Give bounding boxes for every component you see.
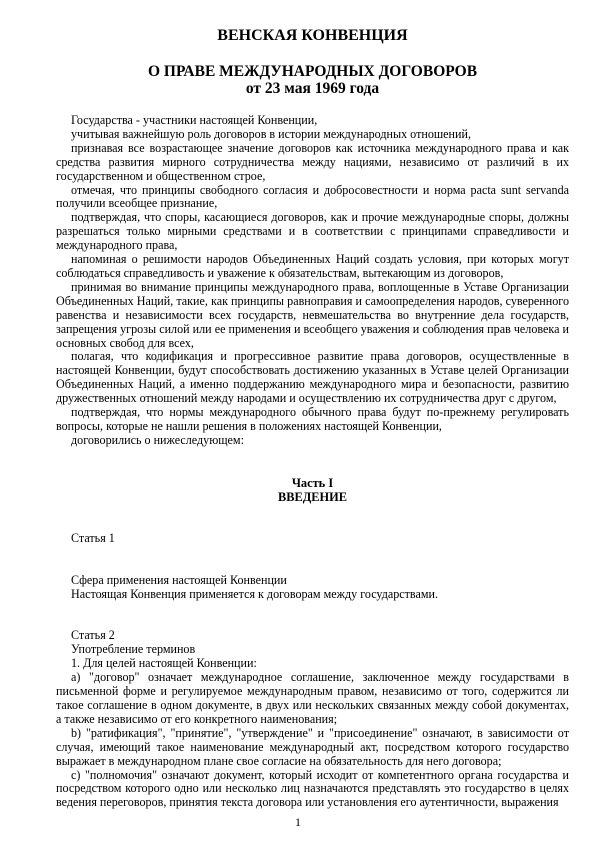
article-item: c) "полномочия" означают документ, который исходит от компетентного органа государства и посредством которого одно или несколько лиц назначаются представлять это государство в целях ведения переговоров, принятия текста договора или установления его аутентичности, выражения: [56, 767, 569, 810]
document-subtitle: О ПРАВЕ МЕЖДУНАРОДНЫХ ДОГОВОРОВ: [147, 63, 478, 80]
preamble-paragraph: принимая во внимание принципы международного права, воплощенные в Уставе Организации Объединенных Наций, такие, как принципы равноправия и самоопределения народов, суверенного равенства и независимости всех государств, невмешательства во внутренние дела государств, запрещения угрозы силой или ее применения и всеобщего уважения и соблюдения прав человека и основных свобод для всех,: [56, 279, 569, 350]
article-title: Употребление терминов: [71, 642, 196, 657]
article-item: b) "ратификация", "принятие", "утверждение" и "присоединение" означают, в зависимости от случая, имеющий такое наименование международный акт, посредством которого государство выражает в международном плане свое согласие на обязательность для него договора;: [56, 725, 569, 768]
document-page: [56, 26, 569, 810]
preamble-paragraph: напоминая о решимости народов Объединенных Наций создать условия, при которых могут соблюдаться справедливость и уважение к обязательствам, вытекающим из договоров,: [56, 252, 569, 280]
preamble-paragraph: отмечая, что принципы свободного согласия и добросовестности и норма pacta sunt servanda получили всеобщее признание,: [56, 182, 569, 211]
part-number: Часть I: [291, 475, 334, 490]
article-text: Настоящая Конвенция применяется к договорам между государствами.: [71, 586, 438, 601]
preamble-paragraph: Государства - участники настоящей Конвенции,: [71, 113, 318, 127]
article-heading: Статья 2: [71, 628, 115, 643]
preamble-paragraph: подтверждая, что нормы международного обычного права будут по-прежнему регулировать вопросы, которые не нашли решения в положениях настоящей Конвенции,: [56, 405, 569, 433]
article-intro: 1. Для целей настоящей Конвенции:: [71, 656, 257, 671]
preamble-paragraph: подтверждая, что споры, касающиеся договоров, как и прочие международные споры, должны разрешаться только мирными средствами и в соответствии с принципами справедливости и международного права,: [56, 210, 569, 253]
preamble-paragraph: договорились о нижеследующем:: [71, 432, 244, 447]
document-title: ВЕНСКАЯ КОНВЕНЦИЯ: [217, 27, 408, 44]
preamble-paragraph: признавая все возрастающее значение договоров как источника международного права и как средства развития мирного сотрудничества между нациями, независимо от различий в их государственном и общественном строе,: [56, 140, 569, 183]
article-1: [56, 532, 569, 602]
preamble-paragraph: учитывая важнейшую роль договоров в истории международных отношений,: [71, 126, 471, 141]
article-title: Сфера применения настоящей Конвенции: [71, 572, 287, 587]
article-2: [56, 629, 569, 810]
article-item: a) "договор" означает международное соглашение, заключенное между государствами в письменной форме и регулируемое международным правом, независимо от того, содержится ли такое соглашение в одном документе, в двух или нескольких связанных между собой документах, а также независимо от его конкретного наименования;: [56, 670, 569, 726]
preamble-paragraph: полагая, что кодификация и прогрессивное развитие права договоров, осуществленные в настоящей Конвенции, будут способствовать достижению указанных в Уставе целей Организации Объединенных Наций, а именно поддержанию международного мира и безопасности, развитию дружественных отношений между народами и осуществлению их сотрудничества друг с другом,: [56, 349, 569, 406]
page-number: 1: [295, 815, 301, 829]
preamble: [56, 114, 569, 448]
part-name: ВВЕДЕНИЕ: [277, 489, 348, 504]
document-date: от 23 мая 1969 года: [245, 80, 380, 97]
article-heading: Статья 1: [71, 530, 115, 545]
